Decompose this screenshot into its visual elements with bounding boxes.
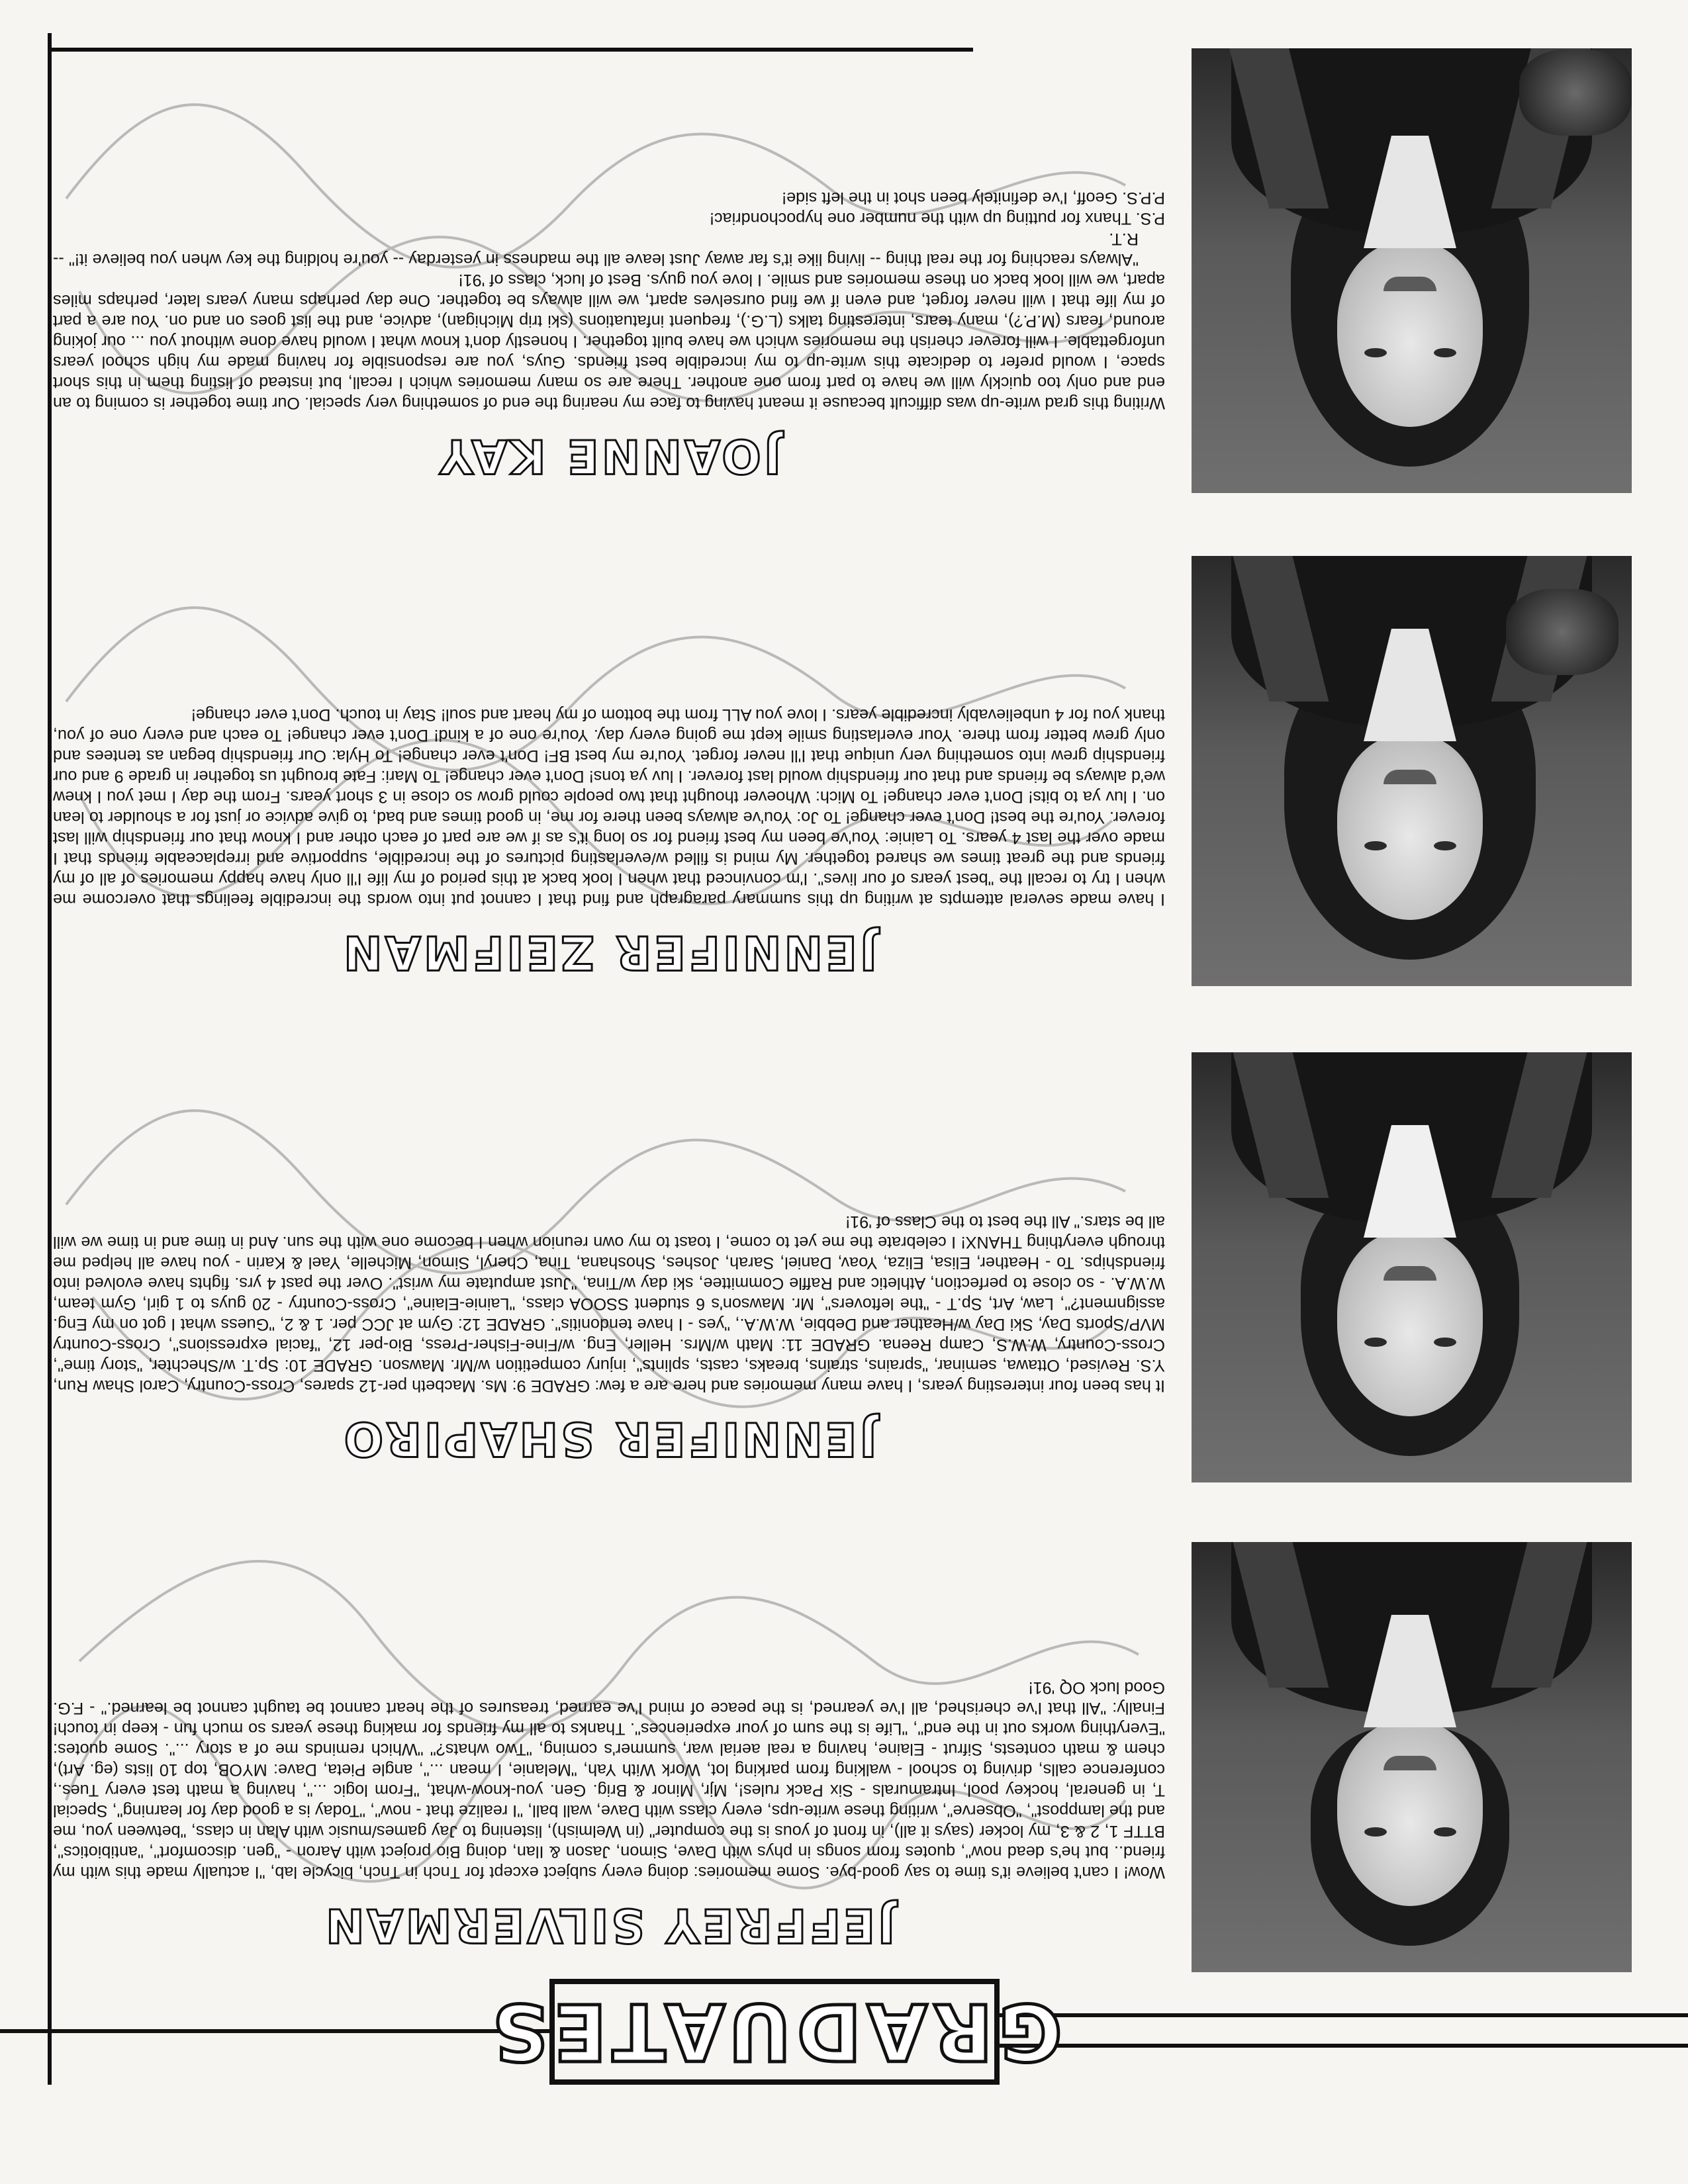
right-border [48,33,52,2085]
section-banner [487,1979,1062,2085]
graduate-entry [53,187,1165,483]
graduate-name: JEFFREY SILVERMAN [323,1898,896,1952]
graduate-writeup [53,187,1165,413]
photo-jeffrey-silverman [1192,1542,1632,1972]
top-rule-right [0,2029,549,2033]
writeup-pps: P.P.S. Geoff, I've definitely been shot in the left side! [782,189,1165,207]
section-title: GRADUATES [487,1986,1062,2077]
graduate-name: JENNIFER ZEIFMAN [341,925,877,979]
photo-joanne-kay [1192,48,1632,493]
graduate-name: JOANNE KAY [437,429,781,483]
writeup-quote: "Always reaching for the real thing -- living like it's far away Just leave all the madness in yesterday -- you're holding the key when you believe it!" -- R.T. [53,230,1139,269]
graduate-writeup: I have made several attempts at writing up this summary paragraph and find that I cannot put into words the incredible feelings that overcome me when I try to recall the "best years of our lives". I'm convinced that when I look back at this period of my life I'll only have happy memories of all of my friends and the great times we shared together. My mind is filled w/everlasting pictures of the incredible, supportive and irreplaceable friends that I made over the last 4 years. To Lainie: You've been my best friend for so long it's as if we are part of each other and I know that our friendship will last forever. You're the best! Don't ever change! To Jo: You've always been there for me, in good times and bad, to give advice or just for a shoulder to lean on. I luv ya to bits! Don't ever change! To Mich: Whoever thought that two people could grow so close in 3 short years. From the day I met you I knew we'd always be friends and that our friendship would last forever. I luv ya tons! Don't ever change! To Mari: Fate brought us together in grade 9 and our friendship grew into something very unique that I'll never forget. You're my best BF! Don't ever change! To Hyla: Our friendship began as tentees and only grew better from there. Your everlasting smile kept me going every day. You're one of a kind! Don't ever change! To each and every one of you, thank you for 4 unbelievably incredible years. I love you ALL from the bottom of my heart and soul! Stay in touch. Don't ever change! [53,705,1165,909]
graduate-writeup: Wow! I can't believe it's time to say good-bye. Some memories: doing every subject except for Tnch in Tnch, bicycle lab, "I actually made this with my friend.. but he's dead now", quotes from songs in phys with Dave, Simon, Jason & Ilan, doing Bio project with Aaron - "gen. discomfort", "antibiotics", BTTF 1, 2 & 3, my locker (says it all), in front of yous is the computer" (in Welmish), listening to Jay games/music with Alan in class, "between you, me and the lamppost", "Observe", writing these write-ups, every class with Dave, wall ball, "I realize that - now", "Today is a good day for learning", Special T, in general, hockey pool, Intramurals - Six Pack rules!, Mjr, Minor & Brig. Gen. you-know-what, "From logic ...", having a math test every Tues., conference calls, driving to school - walking from parking lot, Work With Yah, "Melanie, I mean ...", angle Pieta, Dave: MYOB, top 10 lists (eg. Art), chem & math contests, Sifrut - Elaine, having a real aerial war, summer's coming, "Two whats?" "Which reminds me of a story ...". Some quotes: "Everything works out in the end", "Life is the sum of your experiences". Thanks to all my friends for making these years so much fun - keep in touch! Finally: "All that I've cherished, all I've yearned, is the peace of mind I've earned, treasures of the heart cannot be taught cannot be learned." - F.G. Good luck OQ '91! [53,1678,1165,1882]
graduate-name: JENNIFER SHAPIRO [341,1412,877,1466]
writeup-ps: P.S. Thanx for putting up with the number one hypochondriac! [710,209,1165,228]
graduate-entry [53,1677,1165,1952]
photo-jennifer-shapiro [1192,1052,1632,1482]
photo-jennifer-zeifman [1192,556,1632,986]
top-rule-lower [1000,2013,1688,2017]
top-rule [1000,2044,1688,2048]
writeup-text: Writing this grad write-up was difficult because it meant having to face my nearing the end of something very special. Our time together is coming to an end and only too quickly will we have to part from one another. There are so many memories which I recall, but instead of listing them in this short space, I would prefer to dedicate this write-up to my incredible best friends. Guys, you are responsible for having made my high school years unforgettable. I will forever cherish the memories which we have built together. I honestly don't know what I would have done without you ... our joking around, fears (M.P.?), many tears, interesting talks (L.G.), frequent infatuations (ski trip Michigan), advice, and the list goes on and on. You are a part of my life that I will never forget, and even if we find ourselves apart, we will always be together. One day perhaps many years later, perhaps miles apart, we will look back on these memories and smile. I love you guys. Best of luck, class of '91! [53,271,1165,412]
graduate-entry [53,704,1165,979]
graduate-entry [53,1211,1165,1466]
bottom-rule [48,48,973,52]
graduate-writeup: It has been four interesting years, I have many memories and here are a few: GRADE 9: Ms. Macbeth per-12 spares, Cross-Country, Carol Shaw Run, Y.S. Revised, Ottawa, seminar, "sprains, strains, breaks, casts, splints", injury competition w/Mr. Mawson. GRADE 10: Sp.T. w/Shechter, "story time", Cross-Country, W.W.S, Camp Reena. GRADE 11: Math w/Mrs. Heller, Eng. w/Fine-Fisher-Press, Bio-per 12, "facial expressions", Cross-Country MVP/Sports Day, Ski Day w/Heather and Debbie, W.W.A., "yes - I have tendonitis". GRADE 12: Gym at JCC per. 1 & 2, "Guess what I got on my Eng. assignment?", Law, Art, Sp.T - "the leftovers", Mr. Mawson's 6 student SSOOA class, "Lainie-Elaine", Cross-Country - 20 guys to 1 girl, Gym team, W.W.A. - so close to perfection, Athletic and Raffle Committee, ski day w/Tina, "Just amputate my wrist". Over the past 4 yrs. fights have evolved into friendships. To - Heather, Elisa, Eliza, Yoav, Daniel, Sarah, Joshes, Shoshana, Tina, Cheryl, Simon, Michelle, Yael & Karin - you have all helped me through everything THANX! I celebrate the me yet to come, I toast to my own reunion when I become one with the sun. And in time and in time we will all be stars." All the best to the Class of '91! [53,1212,1165,1395]
